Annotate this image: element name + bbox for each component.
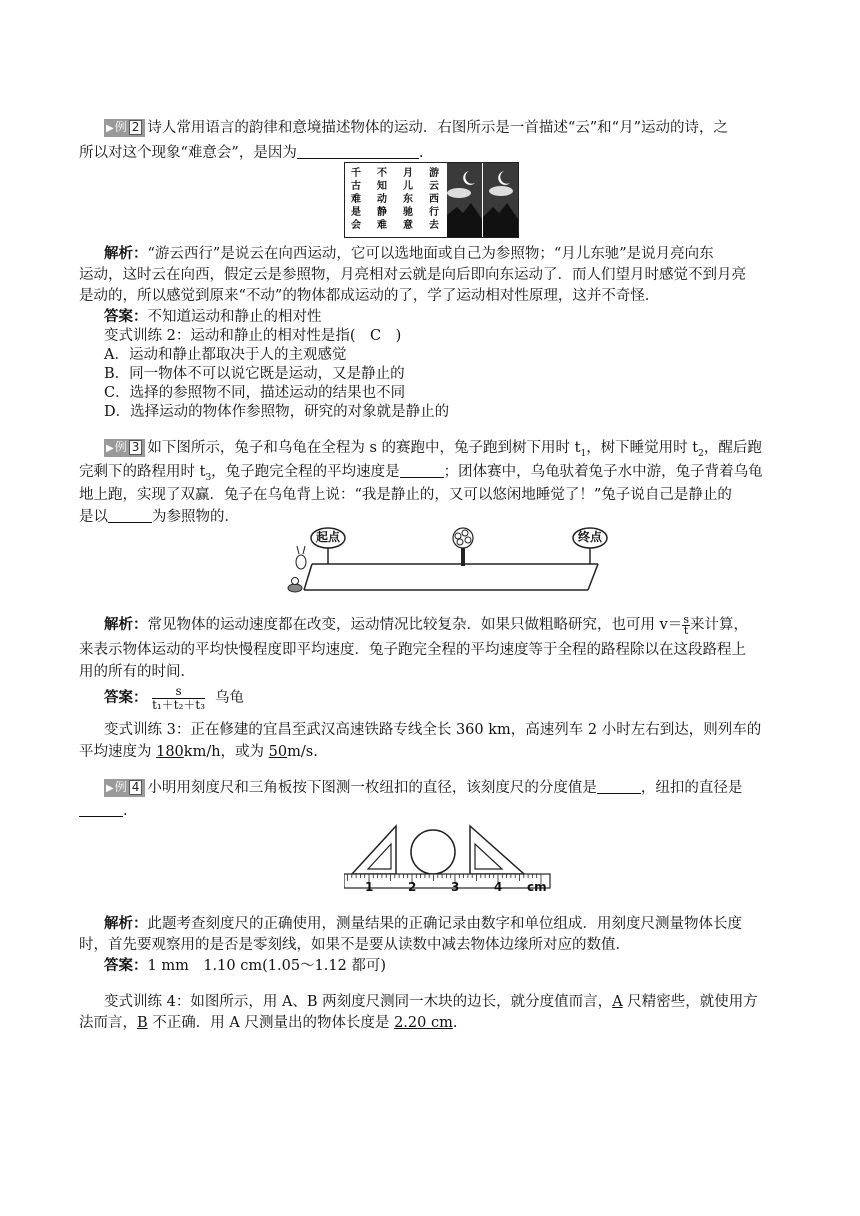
example-4-analysis-line-1: 解析：此题考查刻度尺的正确使用，测量结果的正确记录由数字和单位组成．用刻度尺测量物体长度 [104, 915, 742, 932]
triangle-marker-icon: ▶ [106, 123, 114, 134]
moon-cloud-illustration [447, 163, 518, 237]
answer-fraction: $\frac{s}{\text{t₁＋t₂＋t₃}}$ [152, 683, 206, 712]
example-4-answer: 答案：1 mm 1.10 cm(1.05～1.12 都可) [104, 957, 387, 974]
variant-2-title: 变式训练 2：运动和静止的相对性是指( C ) [104, 328, 402, 344]
answer-blank [79, 802, 123, 817]
poem-text [349, 167, 441, 233]
example-4-question-line-2: . [79, 801, 128, 821]
example-2-tag: ▶例 2 [104, 119, 145, 137]
variant-4-line-2: 法而言，B 不正确．用 A 尺测量出的物体长度是 2.20 cm. [79, 1015, 458, 1031]
v-formula-fraction: $\frac{s}{t}$ [683, 612, 689, 637]
answer-blank [108, 508, 152, 523]
example-2-question-line-2: 所以对这个现象“难意会”，是因为 . [79, 145, 424, 161]
example-2-analysis-line-3: 是动的，所以感觉到原来“不动”的物体都成运动的了，学了运动相对性原理，这并不奇怪． [79, 288, 660, 304]
example-2-answer: 答案：不知道运动和静止的相对性 [104, 308, 322, 325]
example-2-analysis-line-1: 解析：“游云西行”是说云在向西运动，它可以选地面或自己为参照物；“月儿东驰”是说月亮向东 [104, 245, 714, 262]
ruler-label-2: 2 [408, 880, 417, 894]
example-3-answer: 答案： $\frac{s}{\text{t₁＋t₂＋t₃}}$ 乌龟 [104, 683, 245, 712]
example-3-question-line-1: ▶例 3 如下图所示，兔子和乌龟在全程为 s 的赛跑中，兔子跑到树下用时 $t_1$，树下睡觉用时 $t_2$，醒后跑 [106, 440, 762, 459]
triangle-marker-icon: ▶ [106, 783, 114, 794]
example-2-analysis-line-2: 运动，这时云在向西，假定云是参照物，月亮相对云就是向后即向东运动了．而人们望月时感觉不到月亮 [79, 267, 746, 283]
answer-blank [297, 144, 419, 159]
variant-2-option-d: D．选择运动的物体作参照物，研究的对象就是静止的 [104, 404, 450, 420]
poem-figure [344, 162, 519, 238]
ruler-unit: cm [527, 880, 547, 894]
variant-3-line-1: 变式训练 3：正在修建的宜昌至武汉高速铁路专线全长 360 km，高速列车 2 小时左右到达，则列车的 [104, 722, 762, 738]
example-4-tag: ▶例 4 [104, 779, 145, 797]
ruler-label-1: 1 [365, 880, 374, 894]
poem-column-2: 不 知 动 静 难 [377, 168, 387, 231]
finish-sign: 终点 [577, 530, 602, 544]
ruler-label-4: 4 [494, 880, 503, 894]
example-3-question-line-2: 完剩下的路程用时 $t_3$，兔子跑完全程的平均速度是 ；团体赛中，乌龟驮着兔子水中游，兔子背着乌龟 [79, 464, 763, 483]
poem-column-4: 游 云 西 行 去 [429, 168, 439, 231]
triangle-marker-icon: ▶ [106, 443, 114, 454]
example-4-question-line-1: ▶例 4 小明用刻度尺和三角板按下图测一枚纽扣的直径，该刻度尺的分度值是 ，纽扣的直径是 [106, 780, 743, 796]
ruler-labels [344, 880, 552, 896]
variant-2-option-a: A．运动和静止都取决于人的主观感觉 [104, 347, 347, 363]
start-sign: 起点 [315, 530, 340, 544]
variant-2-option-b: B．同一物体不可以说它既是运动，又是静止的 [104, 366, 405, 382]
answer-blank [597, 779, 641, 794]
example-4-analysis-line-2: 时，首先要观察用的是否是零刻线，如果不是要从读数中减去物体边缘所对应的数值． [79, 937, 630, 953]
variant-4-line-1: 变式训练 4：如图所示，用 A、B 两刻度尺测同一木块的边长，就分度值而言，A 尺精密些，就使用方 [104, 994, 758, 1010]
variant-2-option-c: C．选择的参照物不同，描述运动的结果也不同 [104, 385, 406, 401]
example-3-question-line-3: 地上跑，实现了双赢．兔子在乌龟背上说：“我是静止的，又可以悠闲地睡觉了！”兔子说自己是静止的 [79, 487, 732, 503]
example-3-analysis-line-1: 解析：常见物体的运动速度都在改变，运动情况比较复杂．如果只做粗略研究，也可用 v＝ $\frac{s}{t}$ 来计算， [104, 612, 748, 637]
poem-column-3: 月 儿 东 驰 意 [403, 168, 413, 231]
answer-blank [400, 463, 444, 478]
example-3-analysis-line-3: 用的所有的时间． [79, 664, 195, 680]
variant-3-line-2: 平均速度为 180km/h，或为 50m/s. [79, 744, 318, 760]
poem-column-1: 千 古 难 是 会 [351, 168, 361, 231]
example-2-question-line-1: ▶例 2 诗人常用语言的韵律和意境描述物体的运动．右图所示是一首描述“云”和“月”运动的诗，之 [106, 120, 729, 136]
ruler-label-3: 3 [451, 880, 460, 894]
example-3-analysis-line-2: 来表示物体运动的平均快慢程度即平均速度．兔子跑完全程的平均速度等于全程的路程除以在这段路程上 [79, 642, 746, 658]
example-3-question-line-4: 是以 为参照物的． [79, 509, 239, 525]
example-3-tag: ▶例 3 [104, 439, 145, 457]
